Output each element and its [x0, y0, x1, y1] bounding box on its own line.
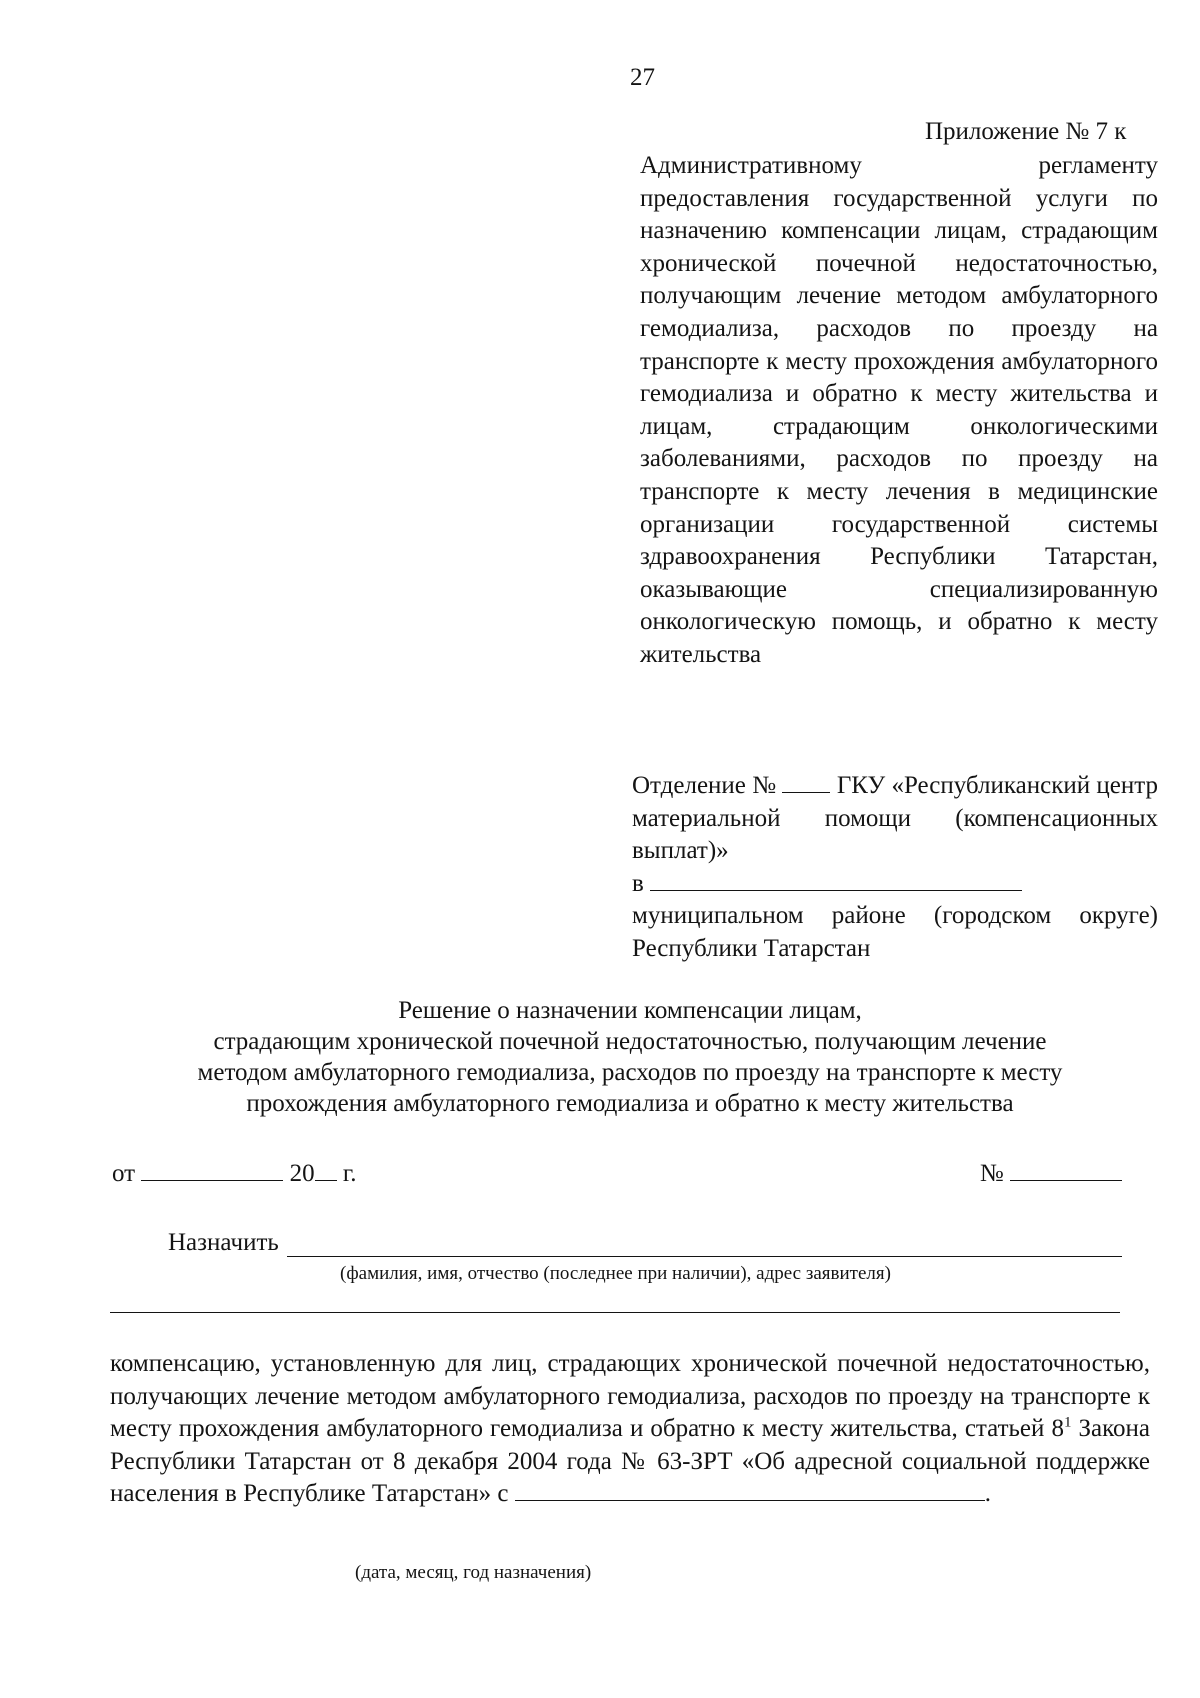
number-sign: №: [979, 1160, 1004, 1187]
year-suffix: г.: [342, 1160, 357, 1187]
year-prefix: 20: [289, 1160, 315, 1187]
main-text-a: компенсацию, установленную для лиц, страдающих хронической почечной недостаточностью, получающих лечение методом амбулаторного гемодиализа, расходов по проезду на транспорте к месту прохождения амбулаторного гемодиализа и обратно к месту жительства, статьей 8: [110, 1350, 1150, 1442]
article-superscript: 1: [1063, 1414, 1072, 1431]
title-line-4: прохождения амбулаторного гемодиализа и обратно к месту жительства: [246, 1090, 1014, 1117]
date-number-row: [112, 1160, 1122, 1194]
title-line-3: методом амбулаторного гемодиализа, расходов по проезду на транспорте к месту: [197, 1059, 1063, 1086]
assign-row: [168, 1225, 1122, 1257]
addressee-block: [632, 770, 1158, 965]
applicant-line-2[interactable]: [110, 1312, 1120, 1313]
date-line[interactable]: [141, 1162, 283, 1181]
assign-label: Назначить: [168, 1229, 279, 1256]
assignment-date-hint: (дата, месяц, год назначения): [355, 1562, 592, 1583]
decision-number: [980, 1160, 1122, 1188]
title-line-1: Решение о назначении компенсации лицам,: [398, 997, 862, 1024]
decision-title: [110, 995, 1150, 1119]
main-text-b: Закона Республики Татарстан от 8 декабря 2004 года № 63-ЗРТ «Об адресной социальной поддержке населения в Республике Татарстан» с: [110, 1415, 1150, 1507]
main-paragraph: [110, 1348, 1150, 1511]
title-line-2: страдающим хронической почечной недостаточностью, получающим лечение: [213, 1028, 1047, 1055]
addressee-part1: Отделение №: [632, 772, 777, 799]
applicant-line[interactable]: [287, 1238, 1122, 1257]
department-number-line[interactable]: [782, 774, 830, 793]
date-from-label: от: [112, 1160, 136, 1187]
appendix-heading: Приложение № 7 к: [925, 118, 1127, 145]
addressee-part3: муниципальном районе (городском округе) Республики Татарстан: [632, 902, 1158, 962]
addressee-part2: ГКУ «Республиканский центр материальной помощи (компенсационных выплат)»: [632, 772, 1159, 864]
addressee-in: в: [632, 869, 644, 897]
year-line[interactable]: [315, 1162, 337, 1181]
appendix-text: Административному регламенту предоставления государственной услуги по назначению компенсации лицам, страдающим хронической почечной недостаточностью, получающим лечение методом амбулаторного гемодиализа, расходов по проезду на транспорте к месту прохождения амбулаторного гемодиализа и обратно к месту жительства и лицам, страдающим онкологическими заболеваниями, расходов по проезду на транспорте к месту лечения в медицинские организации государственной системы здравоохранения Республики Татарстан, оказывающие специализированную онкологическую помощь, и обратно к месту жительства: [640, 152, 1158, 668]
main-end: .: [984, 1480, 991, 1507]
assignment-date-line[interactable]: [515, 1482, 985, 1501]
decision-number-line[interactable]: [1010, 1162, 1122, 1181]
document-page: 27 Приложение № 7 к Административному регламенту предоставления государственной услуги по назначению компенсации лицам, страдающим хронической почечной недостаточностью, получающим лечение методом амбулаторного гемодиализа, расходов по проезду на транспорте к месту прохождения амбулаторного гемодиализа и обратно к месту жительства и лицам, страдающим онкологическими заболеваниями, расходов по проезду на транспорте к месту лечения в медицинские организации государственной системы здравоохранения Республики Татарстан, оказывающие специализированную онкологическую помощь, и обратно к месту жительства Отделение № ГКУ «Республиканский центр материальной помощи (компенсационных выплат)» в муниципальном районе (городском округе) Республики Татарстан Решение о назначении компенсации лицам, страдающим хронической почечной недостаточностью, получающим лечение методом амбулаторного гемодиализа, расходов по проезду на транспорте к месту прохождения амбулаторного гемодиализа и обратно к месту жительства от 20 г. № Назначить (фамилия, имя, отчество (последнее при наличии), адрес заявителя) компенсацию, установленную для лиц, страдающих хронической почечной недостаточностью, получающих лечение методом амбулаторного гемодиализа, расходов по проезду на транспорте к месту прохождения амбулаторного гемодиализа и обратно к месту жительства, статьей $8^1$ Закона Республики Татарстан от 8 декабря 2004 года № 63-ЗРТ «Об адресной социальной поддержке населения в Республике Татарстан» с . (дата, месяц, год назначения): [110, 64, 1159, 1583]
municipality-line[interactable]: [650, 872, 1022, 891]
applicant-hint: (фамилия, имя, отчество (последнее при наличии), адрес заявителя): [340, 1263, 891, 1284]
